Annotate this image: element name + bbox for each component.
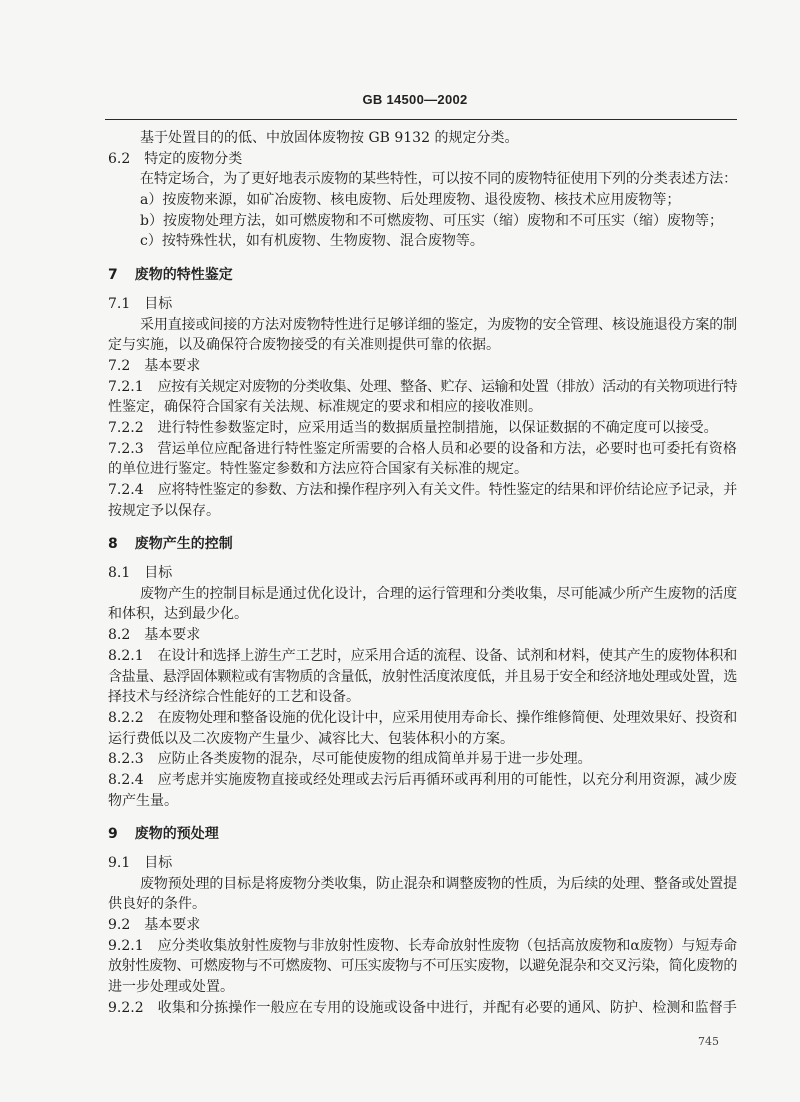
body-text: 和体积，达到最少化。 [108,606,248,623]
body-text: 废物预处理的目标是将废物分类收集，防止混杂和调整废物的性质，为后续的处理、整备或处置提 [140,875,737,892]
clause-title: 目标 [144,565,173,582]
requirement-text: 收集和分拣操作一般应在专用的设施或设备中进行，并配有必要的通风、防护、检测和监督手 [157,999,737,1016]
clause-number: 8.2 [108,627,131,644]
section-title: 废物的预处理 [134,826,219,843]
clause-heading [108,294,738,315]
clause-title: 基本要求 [144,627,201,644]
lead-text: 在特定场合，为了更好地表示废物的某些特性，可以按不同的废物特征使用下列的分类表述方法： [140,171,737,188]
requirement-text: 应分类收集放射性废物与非放射性废物、长寿命放射性废物（包括高放废物和α废物）与短寿命 [157,937,737,954]
clause-heading [108,853,738,874]
list-label: c） [140,233,162,250]
requirement-number: 8.2.2 [108,709,144,726]
clause-heading [108,625,738,646]
requirement-text: 择技术与经济综合性能好的工艺和设备。 [108,689,360,706]
list-item [108,190,738,211]
requirement-continuation [108,956,738,977]
requirement-number: 7.2.4 [108,482,144,498]
clause-heading [108,915,738,936]
list-item [108,231,738,252]
clause-title: 特定的废物分类 [144,150,243,167]
requirement-text: 在废物处理和整备设施的优化设计中，应采用使用寿命长、操作维修简便、处理效果好、投资和 [157,709,737,726]
intro-text: 基于处置目的的低、中放固体废物按 GB 9132 的规定分类。 [140,130,519,146]
list-text: 按废物处理方法，如可燃废物和不可燃废物、可压实（缩）废物和不可压实（缩）废物等； [162,212,723,229]
body-text: 采用直接或间接的方法对废物特性进行足够详细的鉴定，为废物的安全管理、核设施退役方案的制 [140,316,737,333]
clause-title: 目标 [144,855,173,871]
requirement-line [108,749,738,770]
requirement-text: 运行费低以及二次废物产生量少、减容比大、包装体积小的方案。 [108,730,514,747]
requirement-number: 8.2.3 [108,751,144,768]
clause-heading [108,149,738,170]
requirement-line [108,418,738,439]
body-line [108,169,738,190]
body-text: 废物产生的控制目标是通过优化设计，合理的运行管理和分类收集，尽可能减少所产生废物的活度 [140,585,737,602]
body-line [108,604,738,625]
requirement-number: 7.2.2 [108,419,144,436]
document-body [108,128,738,1019]
body-line [108,315,738,336]
requirement-continuation [108,687,738,708]
requirement-continuation [108,667,738,688]
clause-number: 9.1 [108,855,131,871]
intro-line [108,128,738,149]
requirement-line [108,480,738,501]
section-number: 8 [108,536,118,553]
body-line [108,874,738,895]
list-text: 按特殊性状，如有机废物、生物废物、混合废物等。 [161,233,484,250]
requirement-line [108,708,738,729]
clause-title: 基本要求 [144,357,201,374]
requirement-number: 7.2.3 [108,440,144,457]
requirement-line [108,646,738,667]
requirement-text: 放射性废物、可燃废物与不可燃废物、可压实废物与不可压实废物，以避免混杂和交叉污染，简化废物的 [108,958,737,975]
requirement-number: 9.2.1 [108,937,144,954]
requirement-text: 含盐量、悬浮固体颗粒或有害物质的含量低，放射性活度浓度低，并且易于安全和经济地处理或处置，选 [108,668,737,685]
clause-number: 6.2 [108,150,131,167]
requirement-text: 应防止各类废物的混杂，尽可能使废物的组成简单并易于进一步处理。 [157,751,592,768]
standard-header: GB 14500—2002 [362,92,468,107]
page-number: 745 [698,1035,719,1048]
requirement-line [108,439,738,460]
clause-number: 7.2 [108,357,131,374]
requirement-text: 按规定予以保存。 [108,502,220,519]
clause-title: 基本要求 [144,917,201,934]
section-heading [108,265,738,286]
requirement-number: 8.2.1 [108,647,144,664]
requirement-continuation [108,729,738,750]
requirement-text: 性鉴定，确保符合国家有关法规、标准规定的要求和相应的接收准则。 [108,399,542,416]
list-text: 按废物来源，如矿冶废物、核电废物、后处理废物、退役废物、核技术应用废物等； [162,192,681,209]
requirement-text: 应按有关规定对废物的分类收集、处理、整备、贮存、运输和处置（排放）活动的有关物项进行特 [157,378,737,395]
body-text: 供良好的条件。 [108,896,206,913]
clause-heading [108,563,738,584]
requirement-continuation [108,459,738,480]
section-heading [108,534,738,555]
clause-number: 9.2 [108,917,131,934]
requirement-continuation [108,501,738,522]
requirement-text: 在设计和选择上游生产工艺时，应采用合适的流程、设备、试剂和材料，使其产生的废物体积和 [157,647,737,664]
section-title: 废物的特性鉴定 [134,267,233,284]
requirement-text: 营运单位应配备进行特性鉴定所需要的合格人员和必要的设备和方法，必要时也可委托有资格 [157,440,737,457]
list-label: b） [140,212,163,229]
clause-title: 目标 [144,295,173,312]
list-item [108,211,738,232]
requirement-text: 的单位进行鉴定。特性鉴定参数和方法应符合国家有关标准的规定。 [108,461,528,478]
requirement-line [108,936,738,957]
section-number: 9 [108,826,118,843]
body-line [108,335,738,356]
body-text: 定与实施，以及确保符合废物接受的有关准则提供可靠的依据。 [108,337,500,354]
requirement-number: 9.2.2 [108,999,144,1016]
body-line [108,894,738,915]
requirement-line [108,377,738,398]
requirement-continuation [108,397,738,418]
requirement-text: 物产生量。 [108,792,178,809]
requirement-line [108,998,738,1019]
requirement-text: 进行特性参数鉴定时，应采用适当的数据质量控制措施，以保证数据的不确定度可以接受。 [157,419,718,436]
requirement-text: 应考虑并实施废物直接或经处理或去污后再循环或再利用的可能性，以充分利用资源，减少废 [157,771,737,788]
section-title: 废物产生的控制 [134,536,233,553]
requirement-number: 7.2.1 [108,378,144,395]
requirement-continuation [108,791,738,812]
body-line [108,584,738,605]
clause-number: 8.1 [108,565,131,582]
requirement-continuation [108,977,738,998]
clause-heading [108,356,738,377]
section-heading [108,824,738,845]
requirement-line [108,770,738,791]
requirement-text: 进一步处理或处置。 [108,979,234,996]
section-number: 7 [108,267,118,284]
header-rule [105,119,737,120]
clause-number: 7.1 [108,295,131,312]
list-label: a） [140,192,163,209]
requirement-number: 8.2.4 [108,771,144,788]
requirement-text: 应将特性鉴定的参数、方法和操作程序列入有关文件。特性鉴定的结果和评价结论应予记录，并 [157,482,737,498]
